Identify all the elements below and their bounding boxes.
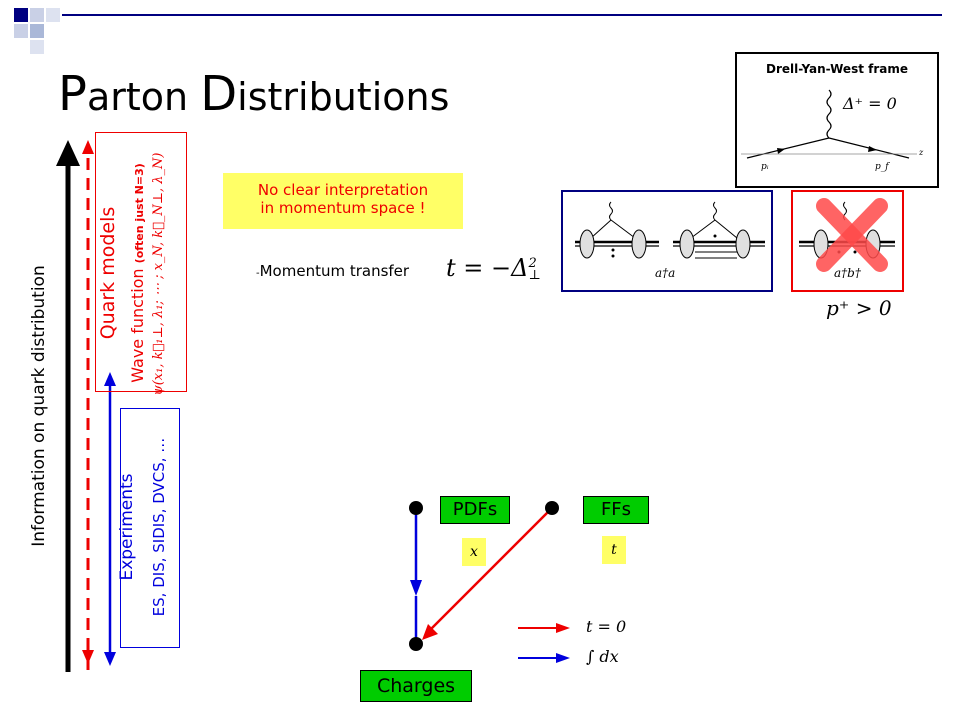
bullet-dash: -	[256, 268, 260, 279]
quark-models-title: Quark models	[97, 206, 119, 340]
charges-box: Charges	[360, 670, 472, 702]
formula-sub: ⊥	[528, 267, 541, 283]
legend-red-label: t = 0	[586, 617, 627, 636]
wavefunction-formula: ψ(x₁, k⃗₁⊥, λ₁; ⋯ ; x_N, k⃗_N⊥, λ_N)	[151, 152, 166, 396]
formula-lhs: t = −Δ	[446, 254, 529, 282]
frame-z-label: z	[919, 148, 924, 157]
blue-diagram-label: a†a	[655, 266, 676, 280]
title-initial-d: D	[200, 66, 238, 122]
wave-function-note: (often just N=3)	[133, 163, 146, 264]
note-line-1: No clear interpretation	[257, 181, 429, 199]
frame-box-title: Drell-Yan-West frame	[765, 62, 908, 76]
title-rest-2: istributions	[237, 75, 450, 119]
formula-sup: 2	[528, 255, 537, 271]
pdf-variable: x	[462, 538, 486, 566]
wave-function-main: Wave function	[128, 263, 147, 383]
ff-variable: t	[602, 536, 626, 564]
legend-blue-label: ∫ dx	[586, 647, 619, 666]
pdfs-box: PDFs	[440, 496, 510, 524]
experiments-title: Experiments	[117, 473, 137, 581]
experiments-list: ES, DIS, SIDIS, DVCS, …	[150, 437, 168, 617]
red-diagram-label: a†b†	[834, 266, 861, 280]
information-axis-label: Information on quark distribution	[29, 265, 49, 547]
frame-equation: Δ⁺ = 0	[843, 94, 897, 113]
ffs-box: FFs	[583, 496, 649, 524]
momentum-transfer-label: Momentum transfer	[259, 262, 410, 280]
title-rest-1: arton	[86, 75, 201, 119]
frame-p-initial: pᵢ	[761, 162, 769, 172]
positivity-condition: p⁺ > 0	[826, 296, 892, 320]
note-line-2: in momentum space !	[260, 199, 426, 217]
frame-p-final: p_f	[875, 162, 889, 172]
title-initial-p: P	[58, 66, 87, 122]
